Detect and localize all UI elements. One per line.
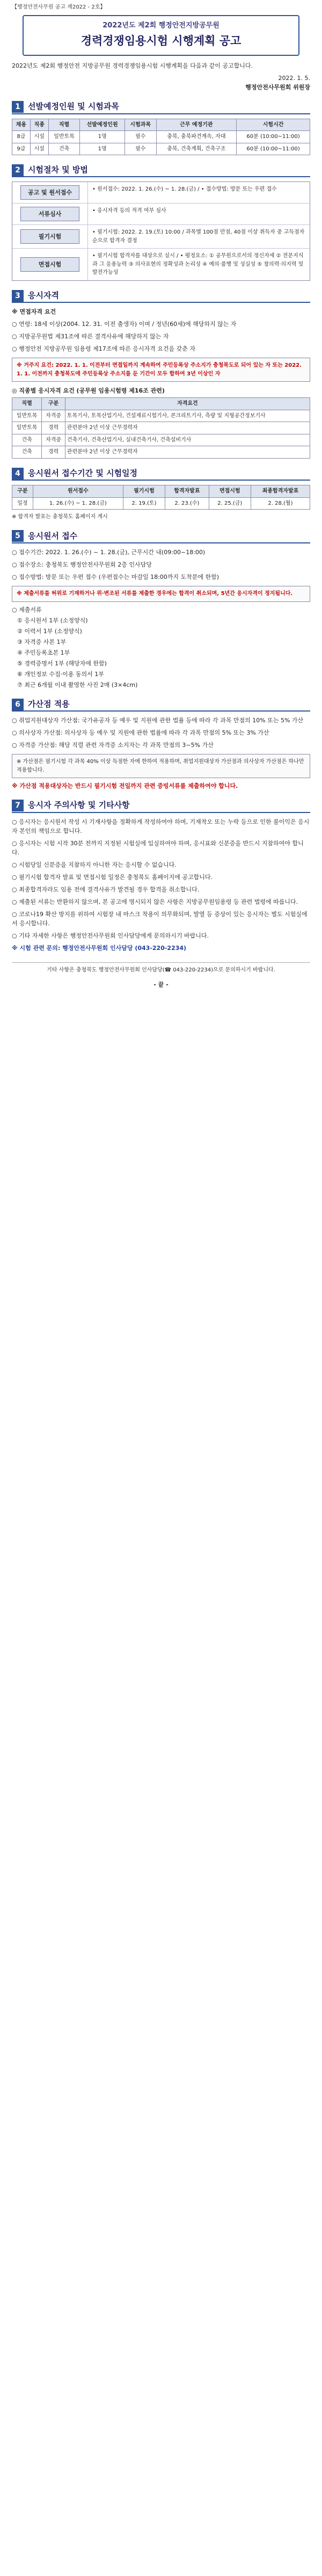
application-item: ○ 접수방법: 방문 또는 우편 접수 (우편접수는 마감일 18:00까지 도착분에 한함) bbox=[12, 574, 219, 580]
bonus-note-box bbox=[12, 754, 310, 778]
flow-stage-body: • 필기시험 합격자를 대상으로 실시 / • 평정요소: ① 공무원으로서의 정신자세 ② 전문지식과 그 응용능력 ③ 의사표현의 정확성과 논리성 ④ 예의·품행 및 성실성 ⑤ 창의력·의지력 및 발전가능성 bbox=[87, 249, 310, 280]
table-cell: 건축 bbox=[12, 446, 42, 459]
intro-text: 2022년도 제2회 행정안전 지방공무원 경력경쟁임용시험 시행계획을 다음과 같이 공고합니다. bbox=[12, 62, 253, 70]
bonus-item: ○ 자격증 가산점: 해당 직렬 관련 자격증 소지자는 각 과목 만점의 3~5% 가산 bbox=[12, 742, 214, 749]
table-cell: 자격증 bbox=[42, 410, 65, 422]
schedule-note: ※ 합격자 발표는 충청북도 홈페이지 게시 bbox=[12, 514, 108, 520]
table-cell: 일반토목 bbox=[12, 410, 42, 422]
table-row bbox=[12, 143, 310, 155]
section-number: 3 bbox=[12, 290, 24, 302]
table-cell: 일반토목 bbox=[48, 131, 80, 143]
table-header: 구분 bbox=[42, 398, 65, 410]
caution-item: ○ 코로나19 확산 방지를 위하여 시험장 내 마스크 착용이 의무화되며, 발열 등 증상이 있는 응시자는 별도 시험실에서 응시합니다. bbox=[12, 910, 308, 927]
page-title: 경력경쟁임용시험 시행계획 공고 bbox=[80, 34, 241, 47]
table-header: 직렬 bbox=[48, 119, 80, 131]
caution-item: ○ 응시자는 응시원서 작성 시 기재사항을 정확하게 작성하여야 하며, 기재착오 또는 누락 등으로 인한 불이익은 응시자 본인의 책임으로 합니다. bbox=[12, 818, 310, 835]
flow-stage-body: • 응시자격 등의 적격 여부 심사 bbox=[87, 204, 310, 224]
inquiry-note: ※ 시험 관련 문의: 행정안전사무원회 인사담당 (043-220-2234) bbox=[12, 945, 187, 952]
table-cell: 자격증 bbox=[42, 434, 65, 446]
flow-stage-label: 면접시험 bbox=[20, 257, 79, 272]
document-item: ⑦ 최근 6개월 이내 촬영한 사진 2매 (3×4cm) bbox=[17, 681, 138, 688]
title-box bbox=[23, 15, 299, 56]
table-row bbox=[12, 446, 310, 459]
table-header: 근무 예정기관 bbox=[156, 119, 237, 131]
table-cell: 필수 bbox=[125, 143, 156, 155]
section-title: 응시자 주의사항 및 기타사항 bbox=[28, 800, 130, 810]
table-header: 필기시험 bbox=[123, 485, 165, 498]
table-header: 자격요건 bbox=[65, 398, 310, 410]
table-cell: 관련분야 2년 이상 근무경력자 bbox=[65, 446, 310, 459]
caution-item: ○ 시험당일 신분증을 지참하지 아니한 자는 응시할 수 없습니다. bbox=[12, 861, 177, 868]
section-7-heading bbox=[12, 799, 310, 812]
requirement-item: ○ 행정안전 지방공무원 임용령 제17조에 따른 응시자격 요건을 갖춘 자 bbox=[12, 345, 195, 353]
section-6-heading bbox=[12, 698, 310, 712]
table-header: 원서접수 bbox=[33, 485, 123, 498]
flow-step bbox=[12, 225, 310, 249]
section-title: 가산점 적용 bbox=[28, 699, 70, 709]
procedure-flow bbox=[12, 182, 310, 281]
document-item: ② 이력서 1부 (소정양식) bbox=[17, 627, 82, 635]
section-2-heading bbox=[12, 164, 310, 177]
document-item: ① 응시원서 1부 (소정양식) bbox=[17, 616, 88, 624]
table-header: 면접시험 bbox=[209, 485, 251, 498]
section-3-heading bbox=[12, 289, 310, 303]
table-cell: 건축 bbox=[12, 434, 42, 446]
table-row bbox=[12, 497, 310, 510]
section-number: 6 bbox=[12, 699, 24, 710]
application-item: ○ 접수기간: 2022. 1. 26.(수) ~ 1. 28.(금), 근무시간 내(09:00~18:00) bbox=[12, 548, 206, 556]
table-cell: 건축기사, 건축산업기사, 실내건축기사, 건축설비기사 bbox=[65, 434, 310, 446]
table-cell: 일정 bbox=[12, 497, 33, 510]
flow-step bbox=[12, 204, 310, 225]
table-cell: 경력 bbox=[42, 422, 65, 434]
table-cell: 필수 bbox=[125, 131, 156, 143]
table-cell: 건축 bbox=[48, 143, 80, 155]
schedule-table bbox=[12, 485, 310, 510]
section-number: 5 bbox=[12, 530, 24, 542]
flow-stage-body: • 필기시험: 2022. 2. 19.(토) 10:00 / 과목별 100점 만점, 40점 이상 취득자 중 고득점자 순으로 합격자 결정 bbox=[87, 225, 310, 248]
notice-page bbox=[0, 0, 322, 1000]
section-title: 응시원서 접수 bbox=[28, 531, 78, 541]
section-4-heading bbox=[12, 467, 310, 481]
requirement-item: ○ 지방공무원법 제31조에 따른 결격사유에 해당하지 않는 자 bbox=[12, 333, 169, 340]
application-warning-box bbox=[12, 586, 310, 602]
table-cell: 2. 28.(월) bbox=[251, 497, 310, 510]
bonus-note-text: ※ 가산점은 필기시험 각 과목 40% 이상 득점한 자에 한하여 적용하며, 취업지원대상자 가산점과 의사상자 가산점은 하나만 적용합니다. bbox=[17, 759, 304, 773]
residence-requirement-box bbox=[12, 358, 310, 382]
qualification-caption: ◎ 직종별 응시자격 요건 (공무원 임용시험령 제16조 관련) bbox=[12, 387, 165, 395]
end-mark: - 끝 - bbox=[153, 981, 169, 988]
table-cell: 경력 bbox=[42, 446, 65, 459]
document-item: ④ 주민등록초본 1부 bbox=[17, 649, 70, 656]
caution-item: ○ 제출된 서류는 반환하지 않으며, 본 공고에 명시되지 않은 사항은 지방공무원임용령 등 관련 법령에 따릅니다. bbox=[12, 898, 298, 905]
flow-stage-label: 공고 및 원서접수 bbox=[20, 185, 79, 200]
recruit-table bbox=[12, 119, 310, 156]
table-cell: 8급 bbox=[12, 131, 31, 143]
table-cell: 시설 bbox=[30, 143, 48, 155]
section-number: 7 bbox=[12, 800, 24, 811]
section-title: 응시자격 bbox=[28, 290, 59, 300]
table-header: 선발예정인원 bbox=[80, 119, 125, 131]
table-cell: 1명 bbox=[80, 143, 125, 155]
table-cell: 1. 26.(수) ~ 1. 28.(금) bbox=[33, 497, 123, 510]
section-title: 응시원서 접수기간 및 시험일정 bbox=[28, 468, 138, 478]
table-header: 직렬 bbox=[12, 398, 42, 410]
table-row bbox=[12, 410, 310, 422]
bonus-item: ○ 의사상자 가산점: 의사상자 등 예우 및 지원에 관한 법률에 따라 각 과목 만점의 5% 또는 3% 가산 bbox=[12, 729, 269, 737]
documents-heading: ○ 제출서류 bbox=[12, 606, 42, 613]
application-warning-text: ※ 제출서류를 허위로 기재하거나 위·변조된 서류를 제출한 경우에는 합격이 취소되며, 5년간 응시자격이 정지됩니다. bbox=[17, 591, 293, 597]
table-header: 합격자발표 bbox=[165, 485, 209, 498]
table-cell: 충북, 충북파견계속, 자대 bbox=[156, 131, 237, 143]
footer-contact: 기타 사항은 충청북도 행정안전사무원회 인사담당(☎ 043-220-2234)으로 문의하시기 바랍니다. bbox=[12, 962, 310, 975]
caution-item: ○ 기타 자세한 사항은 행정안전사무원회 인사담당에게 문의하시기 바랍니다. bbox=[12, 932, 209, 940]
table-header: 시험시간 bbox=[237, 119, 310, 131]
requirement-item: ○ 연령: 18세 이상(2004. 12. 31. 이전 출생자) 이며 / 정년(60세)에 해당하지 않는 자 bbox=[12, 321, 237, 328]
flow-stage-label: 서류심사 bbox=[20, 207, 79, 221]
flow-step bbox=[12, 249, 310, 280]
table-row bbox=[12, 434, 310, 446]
caution-item: ○ 필기시험 합격자 발표 및 면접시험 일정은 충청북도 홈페이지에 공고합니다. bbox=[12, 873, 213, 881]
requirement-heading: ※ 면접자격 요건 bbox=[12, 308, 56, 316]
signer: 행정안전사무원회 위원장 bbox=[245, 84, 310, 91]
document-item: ⑥ 개인정보 수집·이용 동의서 1부 bbox=[17, 670, 104, 678]
table-header: 채용 bbox=[12, 119, 31, 131]
table-row bbox=[12, 131, 310, 143]
table-header: 시험과목 bbox=[125, 119, 156, 131]
caution-item: ○ 최종합격자라도 임용 전에 결격사유가 발견될 경우 합격을 취소합니다. bbox=[12, 886, 200, 893]
table-header: 구분 bbox=[12, 485, 33, 498]
table-cell: 2. 23.(수) bbox=[165, 497, 209, 510]
section-1-heading bbox=[12, 100, 310, 114]
table-cell: 일반토목 bbox=[12, 422, 42, 434]
table-cell: 1명 bbox=[80, 131, 125, 143]
flow-step bbox=[12, 182, 310, 204]
table-cell: 충북, 건축계획, 건축구조 bbox=[156, 143, 237, 155]
table-cell: 60분 (10:00~11:00) bbox=[237, 143, 310, 155]
caution-item: ○ 응시자는 시험 시작 30분 전까지 지정된 시험실에 입실하여야 하며, 응시표와 신분증을 반드시 지참하여야 합니다. bbox=[12, 839, 304, 856]
table-header: 최종합격자발표 bbox=[251, 485, 310, 498]
table-cell: 관련분야 2년 이상 근무경력자 bbox=[65, 422, 310, 434]
qualification-table bbox=[12, 397, 310, 459]
flow-stage-label: 필기시험 bbox=[20, 229, 79, 244]
table-cell: 60분 (10:00~11:00) bbox=[237, 131, 310, 143]
section-number: 2 bbox=[12, 164, 24, 176]
document-item: ⑤ 경력증명서 1부 (해당자에 한함) bbox=[17, 659, 107, 667]
residence-requirement-text: ※ 거주지 요건: 2022. 1. 1. 이전부터 면접일까지 계속하여 주민등록상 주소지가 충청북도로 되어 있는 자 또는 2022. 1. 1. 이전까지 충청북도에 주민등록상 주소지를 둔 기간이 모두 합하여 3년 이상인 자 bbox=[17, 362, 302, 377]
section-5-heading bbox=[12, 530, 310, 543]
table-cell: 토목기사, 토목산업기사, 건설재료시험기사, 콘크리트기사, 측량 및 지형공간정보기사 bbox=[65, 410, 310, 422]
section-title: 시험절차 및 방법 bbox=[28, 165, 88, 175]
table-cell: 9급 bbox=[12, 143, 31, 155]
title-top: 2022년도 제2회 행정안전지방공무원 bbox=[103, 21, 219, 30]
table-cell: 2. 25.(금) bbox=[209, 497, 251, 510]
section-number: 4 bbox=[12, 468, 24, 480]
section-title: 선발예정인원 및 시험과목 bbox=[28, 101, 119, 112]
announce-date: 2022. 1. 5. bbox=[278, 75, 310, 82]
bonus-item: ○ 취업지원대상자 가산점: 국가유공자 등 예우 및 지원에 관한 법률 등에 따라 각 과목 만점의 10% 또는 5% 가산 bbox=[12, 717, 304, 724]
document-item: ③ 자격증 사본 1부 bbox=[17, 638, 67, 645]
notice-number: 【행정안전사무원 공고 제2022 - 2호】 bbox=[12, 4, 106, 10]
table-cell: 2. 19.(토) bbox=[123, 497, 165, 510]
application-item: ○ 접수장소: 충청북도 행정안전사무원회 2층 인사담당 bbox=[12, 561, 152, 568]
table-cell: 시설 bbox=[30, 131, 48, 143]
bonus-red-note: ※ 가산점 적용대상자는 반드시 필기시험 전일까지 관련 증빙서류를 제출하여야 합니다. bbox=[12, 782, 238, 790]
table-row bbox=[12, 422, 310, 434]
section-number: 1 bbox=[12, 101, 24, 113]
table-header: 직종 bbox=[30, 119, 48, 131]
flow-stage-body: • 원서접수: 2022. 1. 26.(수) ~ 1. 28.(금) / • 접수방법: 방문 또는 우편 접수 bbox=[87, 182, 310, 203]
